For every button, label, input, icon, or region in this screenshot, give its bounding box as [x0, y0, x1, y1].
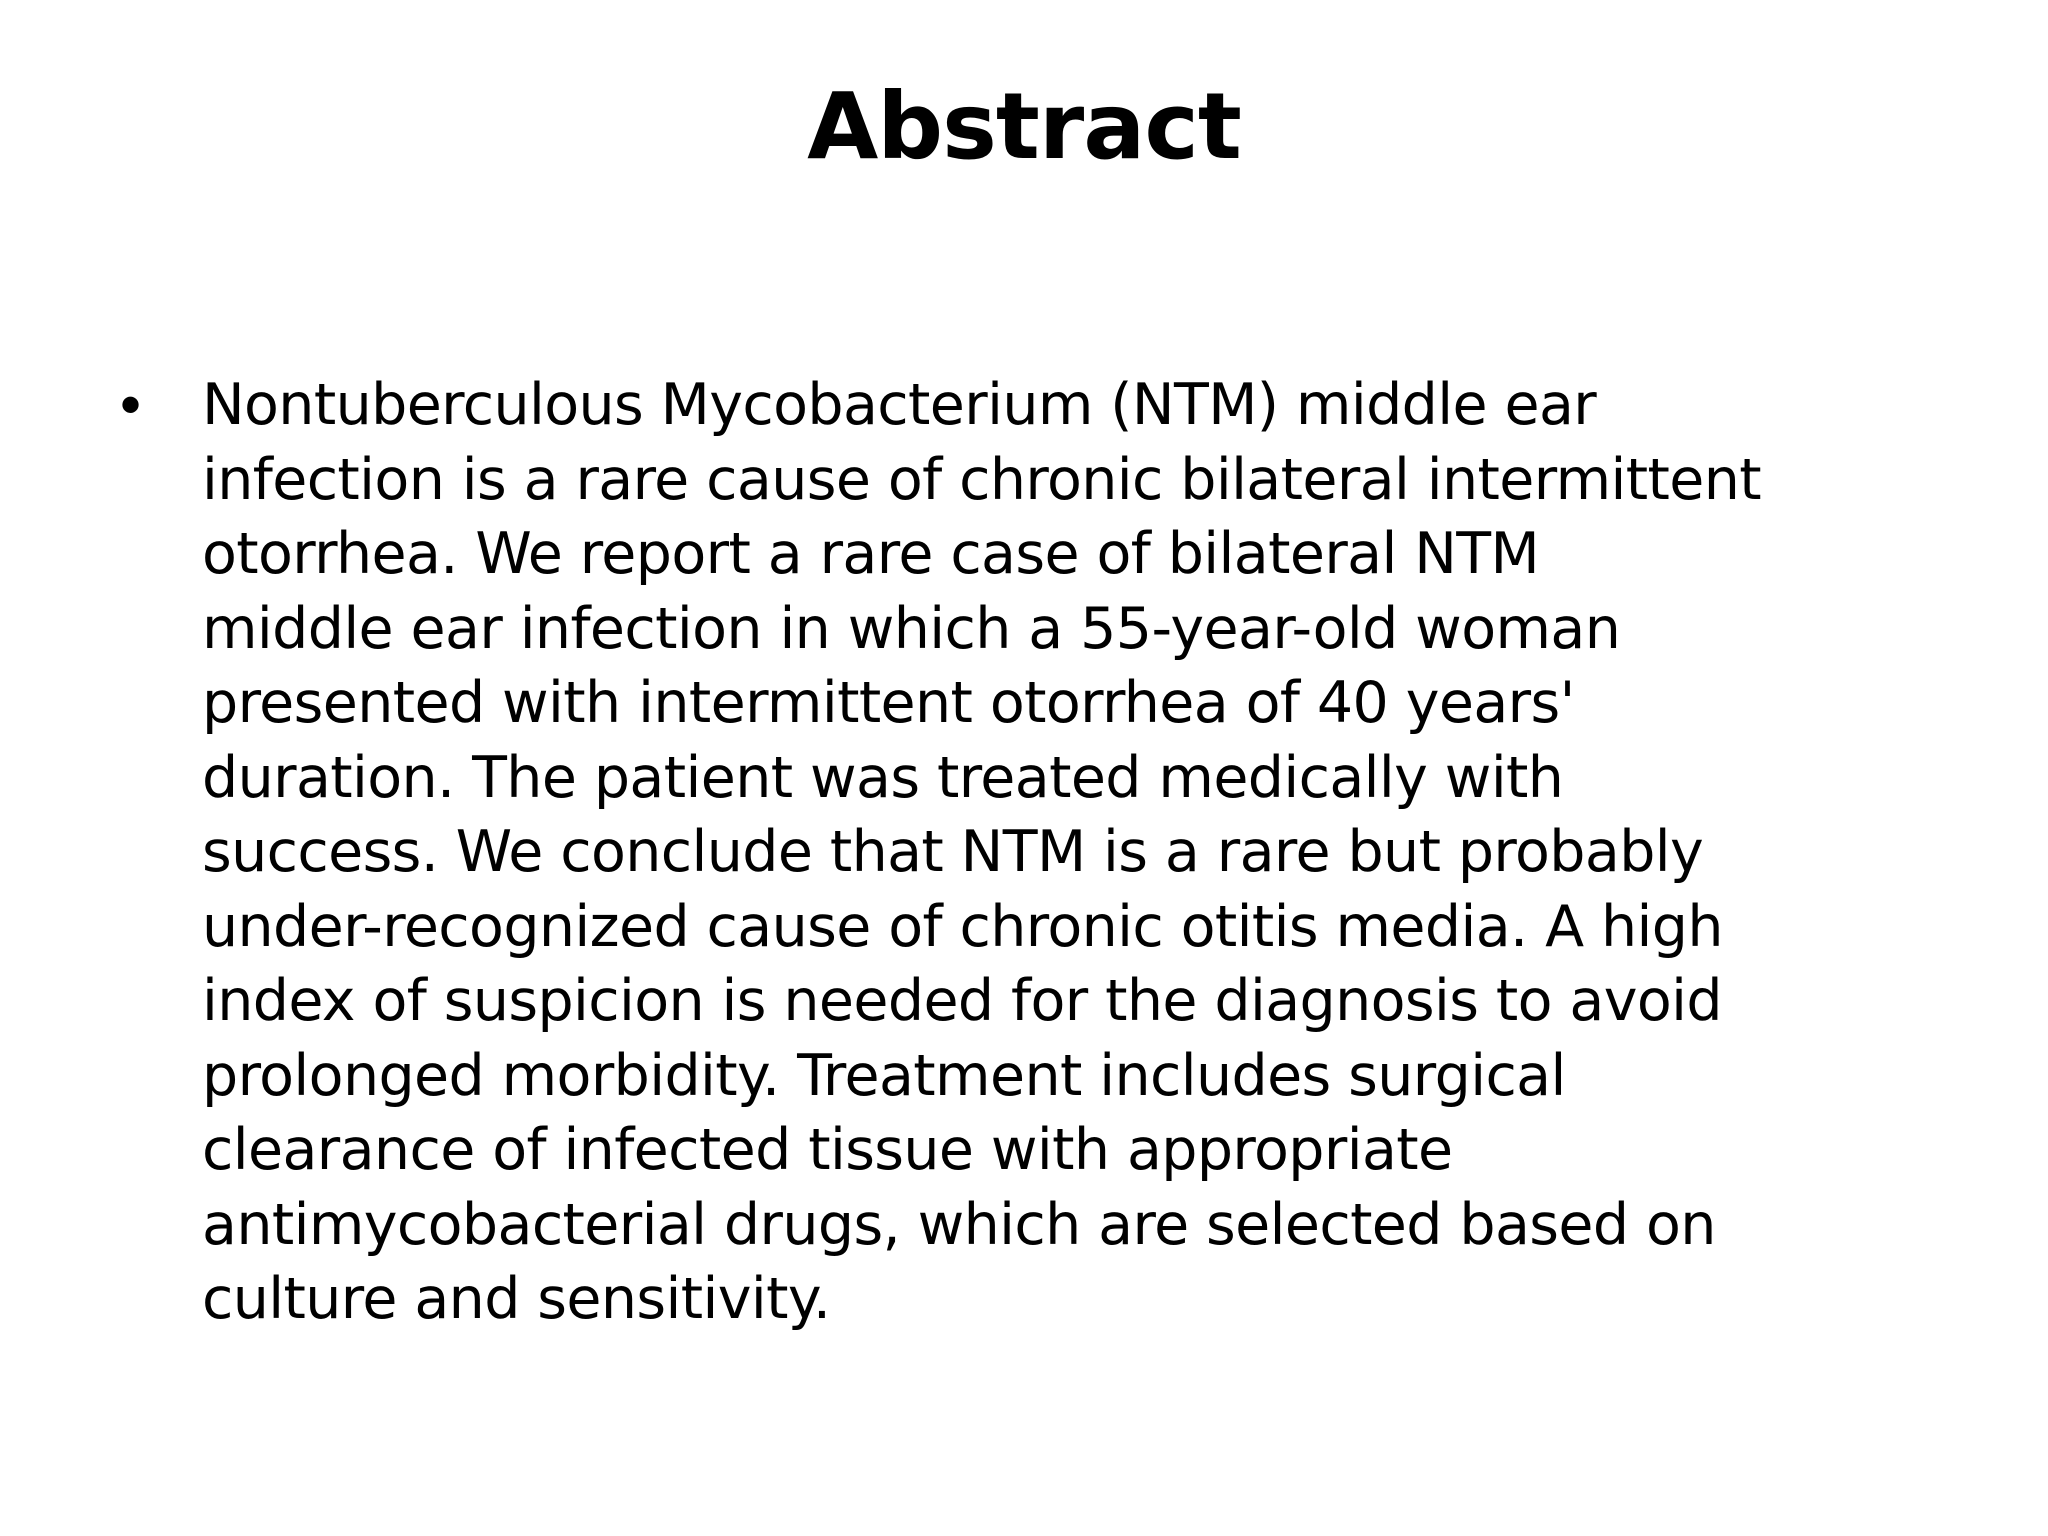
slide-title: Abstract [807, 73, 1241, 180]
bullet-list [120, 368, 1960, 1337]
bullet-item [120, 368, 1960, 1337]
bullet-marker: • [120, 371, 142, 438]
abstract-text: Nontuberculous Mycobacterium (NTM) middle ear infection is a rare cause of chronic bilateral intermittent otorrhea. We report a rare case of bilateral NTM middle ear infection in which a 55-year-old woman presented with intermittent otorrhea of 40 years' duration. The patient was treated medically with success. We conclude that NTM is a rare but probably under-recognized cause of chronic otitis media. A high index of suspicion is needed for the diagnosis to avoid prolonged morbidity. Treatment includes surgical clearance of infected tissue with appropriate antimycobacterial drugs, which are selected based on culture and sensitivity. [202, 372, 1761, 1332]
